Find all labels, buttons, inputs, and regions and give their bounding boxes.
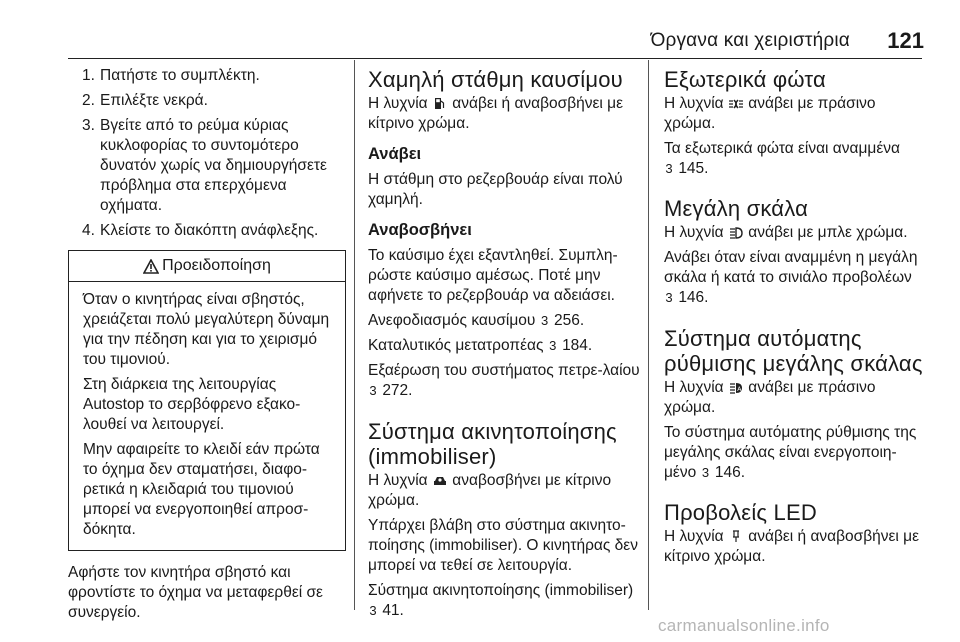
intro-post: ανάβει με πράσινο χρώμα. [664, 95, 876, 132]
cross-reference [368, 361, 640, 401]
section-title: Μεγάλη σκάλα [664, 196, 809, 221]
ref-text: Καταλυτικός μετατροπέας [368, 337, 544, 354]
intro-pre: Η λυχνία [368, 95, 428, 112]
intro-pre: Η λυχνία [664, 95, 724, 112]
warning-title: Προειδοποίηση [162, 257, 271, 274]
section-led-headlights [664, 501, 926, 567]
intro-post: ανάβει με μπλε χρώμα. [748, 224, 908, 241]
warning-body [69, 282, 345, 550]
column-middle [368, 60, 640, 626]
intro-pre: Η λυχνία [664, 224, 724, 241]
section-title: Εξωτερικά φώτα [664, 67, 826, 92]
list-item [68, 221, 348, 241]
list-item [68, 91, 348, 111]
immobiliser-text: Υπάρχει βλάβη στο σύστημα ακινητο-ποίησης (immobiliser). Ο κινητήρας δεν μπορεί να τεθεί σε λειτουργία. [368, 517, 638, 574]
cross-reference [368, 311, 640, 331]
warning-box [68, 250, 346, 551]
section-intro [664, 94, 926, 134]
section-title: Σύστημα ακινητοποίησης (immobiliser) [368, 419, 617, 469]
section-high-beam [664, 197, 926, 308]
step-number: 4. [82, 222, 95, 239]
ref-text: Ανεφοδιασμός καυσίμου [368, 312, 536, 329]
section-title: Σύστημα αυτόματης ρύθμισης μεγάλης σκάλας [664, 326, 923, 376]
warning-paragraph: Μην αφαιρείτε το κλειδί εάν πρώτα το όχημα δεν σταματήσει, διαφο-ρετικά η κλειδαριά του τιμονιού μπορεί να ενεργοποιηθεί απροσ-δόκητα. [83, 441, 320, 538]
exterior-text [664, 139, 926, 179]
section-title: Χαμηλή στάθμη καυσίμου [368, 67, 623, 92]
list-item [68, 116, 348, 216]
section-intro [664, 378, 926, 418]
ref-page: 145. [678, 160, 709, 177]
step-text: Πατήστε το συμπλέκτη. [100, 67, 260, 84]
section-exterior-lights [664, 68, 926, 179]
after-text: Αφήστε τον κινητήρα σβηστό και φροντίστε το όχημα να μεταφερθεί σε συνεργείο. [68, 564, 323, 621]
header-rule [68, 58, 922, 59]
svg-text:A: A [737, 385, 742, 393]
intro-post: ανάβει με πράσινο χρώμα. [664, 379, 876, 416]
auto-high-beam-text [664, 423, 926, 483]
warning-paragraph: Όταν ο κινητήρας είναι σβηστός, χρειάζεται πολύ μεγαλύτερη δύναμη για την πέδηση και για το χειρισμό του τιμονιού. [83, 291, 330, 368]
ref-text: Σύστημα ακινητοποίησης (immobiliser) [368, 582, 634, 599]
section-auto-high-beam [664, 326, 926, 483]
header-title: Όργανα και χειριστήρια [650, 30, 850, 51]
intro-post: αναβοσβήνει με κίτρινο χρώμα. [368, 472, 612, 509]
section-intro [664, 223, 926, 243]
section-intro [368, 94, 640, 134]
fuel-pump-icon [432, 97, 448, 112]
reference-arrow-icon: 3 [665, 161, 673, 176]
section-immobiliser [368, 419, 640, 621]
reference-arrow-icon: 3 [369, 603, 377, 618]
high-beam-text [664, 248, 926, 308]
intro-post: ανάβει ή αναβοσβήνει με κίτρινο χρώμα. [664, 528, 920, 565]
section-intro [664, 527, 926, 567]
step-number: 3. [82, 117, 95, 134]
step-number: 1. [82, 67, 95, 84]
step-number: 2. [82, 92, 95, 109]
exterior-lights-icon [728, 98, 744, 113]
intro-pre: Η λυχνία [664, 379, 724, 396]
ref-page: 184. [562, 337, 593, 354]
intro-pre: Η λυχνία [368, 472, 428, 489]
step-text: Επιλέξτε νεκρά. [100, 92, 208, 109]
cross-reference [368, 581, 640, 621]
ref-page: 41. [382, 602, 404, 619]
ref-page: 146. [714, 464, 746, 481]
on-text: Η στάθμη στο ρεζερβουάρ είναι πολύ χαμηλή. [368, 171, 623, 208]
ref-page: 256. [553, 312, 585, 329]
reference-arrow-icon: 3 [541, 313, 549, 328]
reference-arrow-icon: 3 [369, 383, 377, 398]
warning-paragraph: Στη διάρκεια της λειτουργίας Autostop το σερβόφρενο εξακο-λουθεί να λειτουργεί. [83, 376, 301, 433]
auto-high-beam-icon [728, 382, 744, 397]
high-beam-icon [728, 227, 744, 242]
reference-arrow-icon: 3 [701, 465, 710, 480]
cross-reference [368, 336, 640, 356]
column-divider-1 [354, 60, 355, 610]
reference-arrow-icon: 3 [549, 338, 557, 353]
flash-text: Το καύσιμο έχει εξαντληθεί. Συμπλη-ρώστε καύσιμο αμέσως. Ποτέ μην αφήνετε το ρεζερβουάρ να αδειάσει. [368, 247, 618, 304]
body-text: Τα εξωτερικά φώτα είναι αναμμένα [664, 140, 900, 157]
column-left [68, 60, 348, 628]
section-fuel [368, 68, 640, 401]
ref-page: 146. [678, 289, 709, 306]
page-number: 121 [887, 28, 924, 53]
body-text: Ανάβει όταν είναι αναμμένη η μεγάλη σκάλα ή κατά το σινιάλο προβολέων [664, 249, 918, 286]
section-intro [368, 471, 640, 511]
body-text: Το σύστημα αυτόματης ρύθμισης της μεγάλης σκάλας είναι ενεργοποιη-μένο [664, 424, 917, 481]
step-text: Κλείστε το διακόπτη ανάφλεξης. [100, 222, 319, 239]
led-headlight-icon [728, 530, 744, 545]
column-right [664, 60, 926, 572]
warning-header [69, 251, 345, 282]
subheading-flash: Αναβοσβήνει [368, 221, 472, 239]
watermark: carmanualsonline.info [658, 616, 830, 635]
ref-page: 272. [382, 382, 413, 399]
steps-list [68, 66, 348, 241]
section-title: Προβολείς LED [664, 500, 817, 525]
list-item [68, 66, 348, 86]
ref-text: Εξαέρωση του συστήματος πετρε-λαίου [368, 362, 640, 379]
column-divider-2 [648, 60, 649, 610]
reference-arrow-icon: 3 [665, 290, 673, 305]
warning-triangle-icon [143, 259, 159, 274]
step-text: Βγείτε από το ρεύμα κύριας κυκλοφορίας το συντομότερο δυνατόν χωρίς να δημιουργήσετε πρόβλημα στα επερχόμενα οχήματα. [100, 117, 327, 214]
page-header [0, 0, 960, 60]
immobiliser-icon [432, 475, 448, 490]
intro-post: ανάβει ή αναβοσβήνει με κίτρινο χρώμα. [368, 95, 624, 132]
subheading-on: Ανάβει [368, 145, 422, 163]
intro-pre: Η λυχνία [664, 528, 724, 545]
